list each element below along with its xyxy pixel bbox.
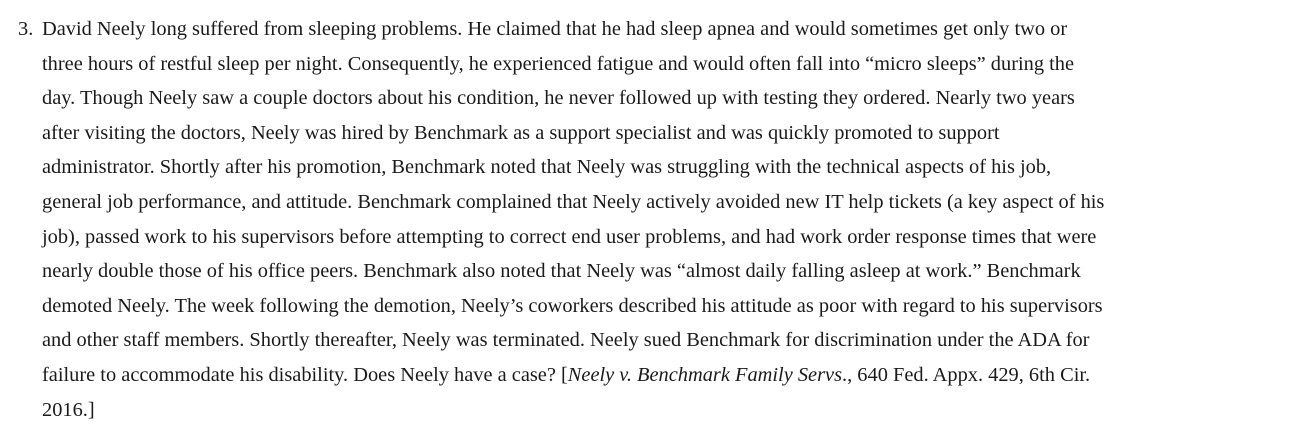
citation-reporter: ., 640 Fed. Appx. 429, 6th Cir. [842, 363, 1091, 386]
citation-case-name: Neely v. Benchmark Family Servs [567, 363, 843, 386]
problem-line-7: job), passed work to his supervisors before attempting to correct end user problems, and had work order response times that were [42, 225, 1097, 248]
problem-line-8: nearly double those of his office peers. Benchmark also noted that Neely was “almost daily falling asleep at work.” Benchmark [42, 260, 1081, 283]
problem-line-3: day. Though Neely saw a couple doctors about his condition, he never followed up with testing they ordered. Nearly two years [42, 87, 1075, 110]
problem-line-5: administrator. Shortly after his promotion, Benchmark noted that Neely was struggling with the technical aspects of his job, [42, 156, 1052, 179]
problem-line-10: and other staff members. Shortly thereafter, Neely was terminated. Neely sued Benchmark for discrimination under the ADA for [42, 329, 1090, 352]
problem-3 [18, 12, 1272, 427]
problem-line-11 [42, 358, 1272, 393]
problem-line-6: general job performance, and attitude. Benchmark complained that Neely actively avoided new IT help tickets (a key aspect of his [42, 190, 1105, 213]
problem-number: 3. [18, 18, 34, 40]
problem-line-1: David Neely long suffered from sleeping problems. He claimed that he had sleep apnea and would sometimes get only two or [42, 18, 1068, 40]
problem-line-9: demoted Neely. The week following the demotion, Neely’s coworkers described his attitude as poor with regard to his supervisors [42, 294, 1103, 317]
problem-line-4: after visiting the doctors, Neely was hired by Benchmark as a support specialist and was quickly promoted to support [42, 121, 1000, 144]
problem-line-12: 2016.] [42, 398, 95, 421]
problem-line-11-text: failure to accommodate his disability. Does Neely have a case? [ [42, 363, 568, 386]
problem-line-2: three hours of restful sleep per night. Consequently, he experienced fatigue and would often fall into “micro sleeps” during the [42, 52, 1075, 75]
